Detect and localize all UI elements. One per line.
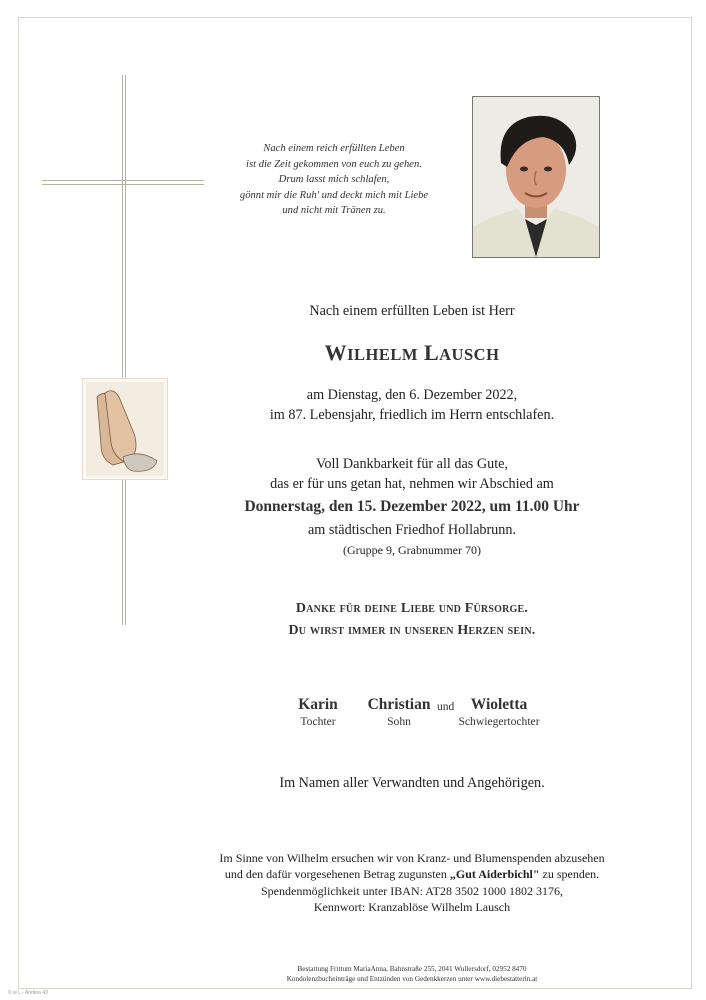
family-member	[288, 696, 348, 728]
footer-address: Bestattung Frittum MariaAnna, Bahnstraße 255, 2041 Wullersdorf, 02952 8470	[297, 965, 527, 973]
poem-line: Nach einem reich erfüllten Leben	[263, 143, 405, 154]
funeral-date-time: Donnerstag, den 15. Dezember 2022, um 11.00 Uhr	[244, 498, 580, 515]
family-member-role: Schwiegertochter	[458, 715, 540, 728]
poem-line: gönnt mir die Ruh' und deckt mich mit Liebe	[239, 189, 429, 201]
grave-location: (Gruppe 9, Grabnummer 70)	[343, 543, 481, 557]
memorial-poem	[220, 141, 448, 219]
family-member	[360, 696, 438, 728]
funeral-place: am städtischen Friedhof Hollabrunn.	[307, 522, 517, 538]
intro-text: Nach einem erfüllten Leben ist Herr	[309, 303, 515, 319]
poem-line: und nicht mit Tränen zu.	[282, 205, 386, 216]
footer-website: Kondolenzbucheinträge und Entzünden von Gedenkkerzen unter www.diebestatterin.at	[286, 974, 538, 983]
donation-keyword: Kennwort: Kranzablöse Wilhelm Lausch	[313, 899, 511, 914]
farewell-line-1: Voll Dankbarkeit für all das Gute,	[315, 456, 508, 472]
cross-vertical-beam	[122, 75, 126, 625]
thanks-line-2: Du wirst immer in unseren Herzen sein.	[288, 623, 536, 638]
death-date: am Dienstag, den 6. Dezember 2022,	[306, 387, 518, 403]
donation-note	[190, 850, 634, 915]
poem-line: Drum lasst mich schlafen,	[278, 174, 390, 185]
family-connector: und	[437, 701, 455, 713]
print-code: © w L - Andrea 43	[8, 990, 48, 996]
portrait-photo	[472, 96, 600, 258]
family-member-name: Christian	[367, 696, 431, 713]
praying-hands-image	[82, 378, 168, 480]
donation-iban: Spendenmöglichkeit unter IBAN: AT28 3502 1000 1802 3176,	[261, 883, 563, 898]
donation-line-2: und den dafür vorgesehenen Betrag zugunsten „Gut Aiderbichl" zu spenden.	[224, 867, 600, 882]
family-member-role: Tochter	[300, 715, 336, 728]
family-member	[452, 696, 546, 728]
relatives-text: Im Namen aller Verwandten und Angehörigen.	[279, 775, 545, 791]
family-member-role: Sohn	[387, 715, 411, 728]
donation-line-1: Im Sinne von Wilhelm ersuchen wir von Kranz- und Blumenspenden abzusehen	[219, 851, 605, 865]
family-member-name: Wioletta	[470, 696, 528, 713]
poem-line: ist die Zeit gekommen von euch zu gehen.	[246, 158, 422, 170]
family-member-name: Karin	[298, 696, 338, 713]
cross-horizontal-beam	[42, 180, 204, 186]
death-age: im 87. Lebensjahr, friedlich im Herrn entschlafen.	[269, 407, 555, 423]
deceased-name: WILHELM LAUSCH	[324, 340, 500, 365]
thanks-line-1: Danke für deine Liebe und Fürsorge.	[295, 601, 529, 616]
farewell-line-2: das er für uns getan hat, nehmen wir Abschied am	[270, 476, 554, 492]
funeral-home-footer	[190, 965, 634, 984]
